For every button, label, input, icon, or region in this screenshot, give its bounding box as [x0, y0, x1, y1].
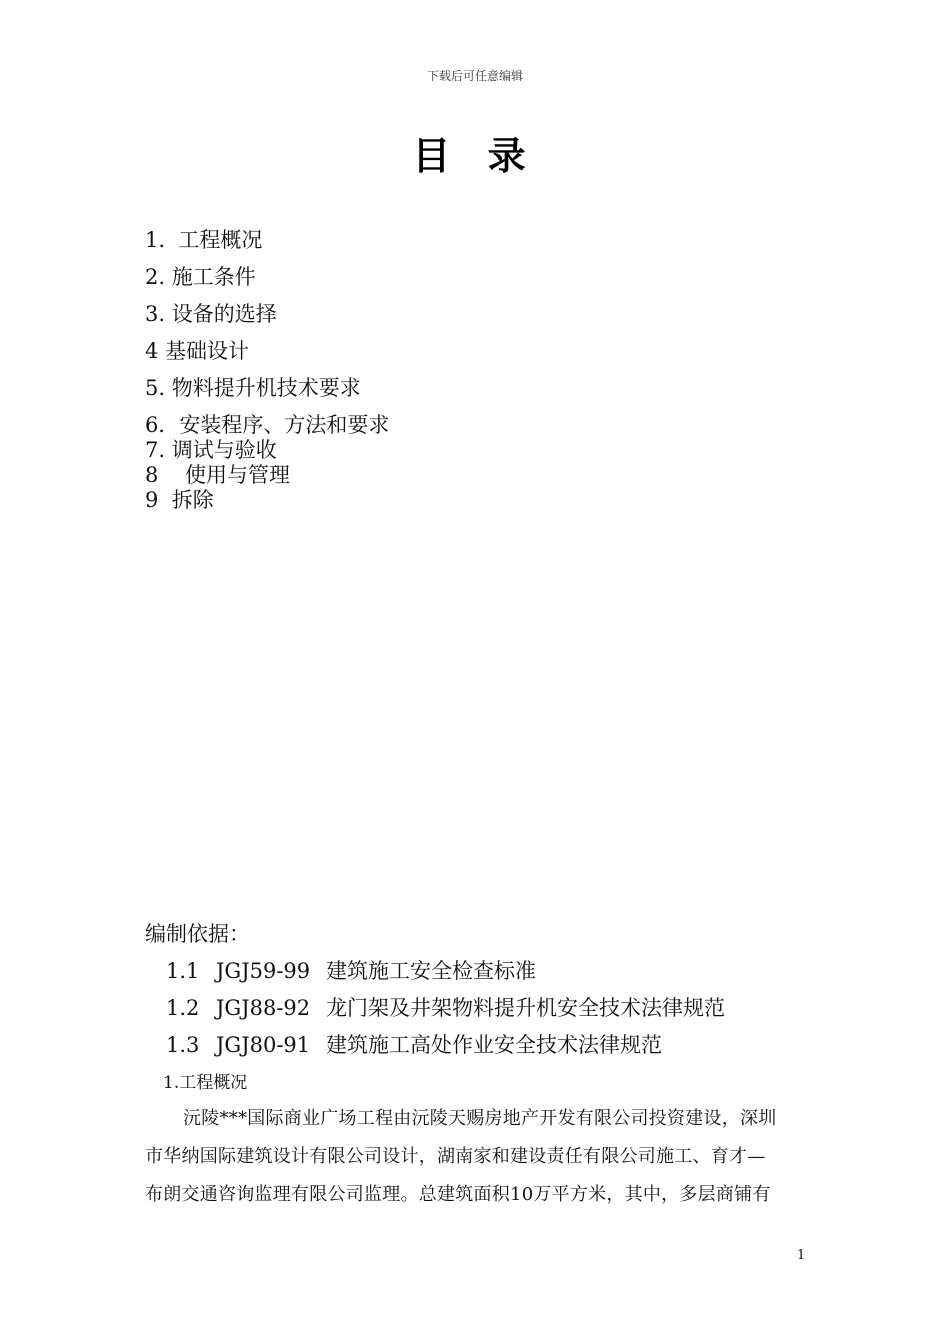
header-note: 下载后可任意编辑	[426, 69, 523, 83]
basis-heading: 编制依据：	[145, 922, 250, 946]
body-line: 市华纳国际建筑设计有限公司设计，湖南家和建设责任有限公司施工、育才—	[145, 1146, 766, 1167]
toc-item-2: 2. 施工条件	[145, 265, 256, 289]
toc-item-5: 5. 物料提升机技术要求	[145, 376, 361, 400]
basis-name: 龙门架及井架物料提升机安全技术法律规范	[326, 996, 725, 1020]
body-line: 布朗交通咨询监理有限公司监理。总建筑面积10万平方米，其中，多层商铺有	[145, 1184, 771, 1205]
toc-item-7: 7. 调试与验收	[145, 438, 277, 462]
toc-item-9: 9 拆除	[145, 488, 214, 512]
basis-code: JGJ88-92	[216, 996, 311, 1020]
body-line: 沅陵***国际商业广场工程由沅陵天赐房地产开发有限公司投资建设，深圳	[183, 1108, 777, 1129]
toc-item-8: 8 使用与管理	[145, 463, 291, 487]
basis-row	[166, 992, 725, 1022]
basis-name: 建筑施工高处作业安全技术法律规范	[326, 1033, 662, 1057]
toc-item-3: 3. 设备的选择	[145, 302, 277, 326]
toc-item-6: 6．安装程序、方法和要求	[145, 413, 390, 437]
basis-code: JGJ80-91	[216, 1033, 311, 1057]
basis-row	[166, 955, 536, 985]
basis-number: 1.2	[166, 996, 200, 1020]
toc-item-1: 1. 工程概况	[145, 228, 263, 252]
basis-name: 建筑施工安全检查标准	[326, 959, 536, 983]
toc-item-4: 4 基础设计	[145, 339, 250, 363]
section-heading: 1.工程概况	[163, 1073, 248, 1093]
basis-code: JGJ59-99	[216, 959, 311, 983]
basis-row	[166, 1029, 662, 1059]
basis-number: 1.3	[166, 1033, 200, 1057]
basis-number: 1.1	[166, 959, 200, 983]
page-title: 目 录	[412, 134, 538, 178]
page-number: 1	[797, 1248, 806, 1263]
